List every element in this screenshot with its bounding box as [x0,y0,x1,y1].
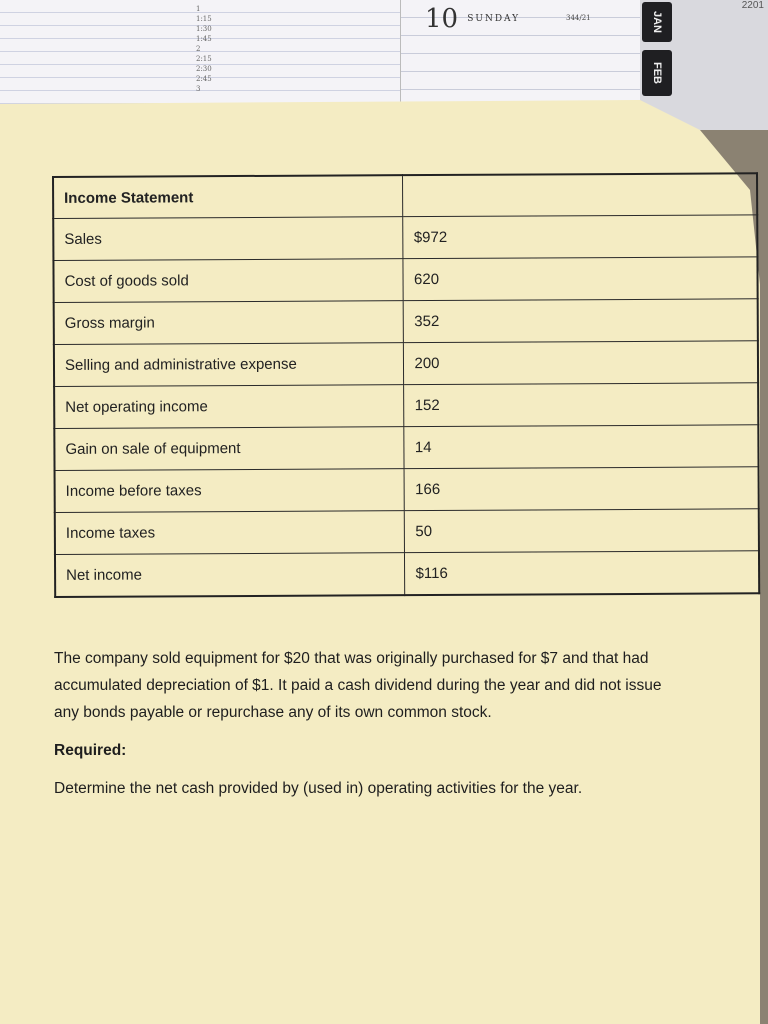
month-tab-jan[interactable] [642,2,672,42]
day-name: SUNDAY [467,14,521,24]
table-row [55,551,759,597]
row-value: 620 [403,257,757,301]
hour-mark: 1:15 [196,15,212,23]
row-label: Net operating income [54,385,404,429]
month-tab-label: JAN [650,10,663,34]
day-count: 344/21 [566,14,591,22]
hour-mark: 2:30 [196,65,212,73]
row-label: Income taxes [55,511,405,555]
month-tab-feb[interactable] [642,50,672,96]
table-row [53,257,757,303]
row-label: Sales [53,217,403,261]
problem-text [54,645,674,813]
hour-mark: 2:45 [196,75,212,83]
row-value: 14 [404,425,758,469]
year-corner: 2201 [741,0,764,11]
row-value: 152 [404,383,758,427]
row-value: 352 [404,299,758,343]
problem-paragraph: The company sold equipment for $20 that was originally purchased for $7 and that had accumulated depreciation of $1. It paid a cash dividend during the year and did not issue any bonds payable or repurchase any of its own common stock. [54,650,662,721]
row-label: Net income [55,553,405,597]
hour-mark: 2:15 [196,55,212,63]
table-row [55,467,759,513]
hour-mark: 2 [196,45,201,53]
table-header-row [53,173,757,218]
required-label: Required: [54,742,127,759]
planner-hour-marks [196,4,212,94]
hour-mark: 1 [196,5,201,13]
row-label: Gain on sale of equipment [54,427,404,471]
row-value: 200 [404,341,758,385]
row-value: $116 [405,551,759,595]
planner-date-header [425,4,520,34]
table-row [54,299,758,345]
table-row [54,425,758,471]
row-label: Income before taxes [55,469,405,513]
row-label: Cost of goods sold [53,259,403,303]
row-value: $972 [403,215,757,259]
hour-mark: 1:45 [196,35,212,43]
month-tab-label: FEB [651,62,663,84]
row-value: 50 [405,509,759,553]
problem-instruction: Determine the net cash provided by (used in) operating activities for the year. [54,780,583,797]
hour-mark: 1:30 [196,25,212,33]
row-value: 166 [405,467,759,511]
table-row [54,383,758,429]
table-row [53,215,757,261]
row-label: Selling and administrative expense [54,343,404,387]
table-header-blank [403,173,757,216]
hour-mark: 3 [196,85,201,93]
table-row [55,509,759,555]
table-header: Income Statement [53,175,403,218]
income-statement-table [52,172,760,598]
table-row [54,341,758,387]
day-number: 10 [425,4,459,34]
row-label: Gross margin [54,301,404,345]
